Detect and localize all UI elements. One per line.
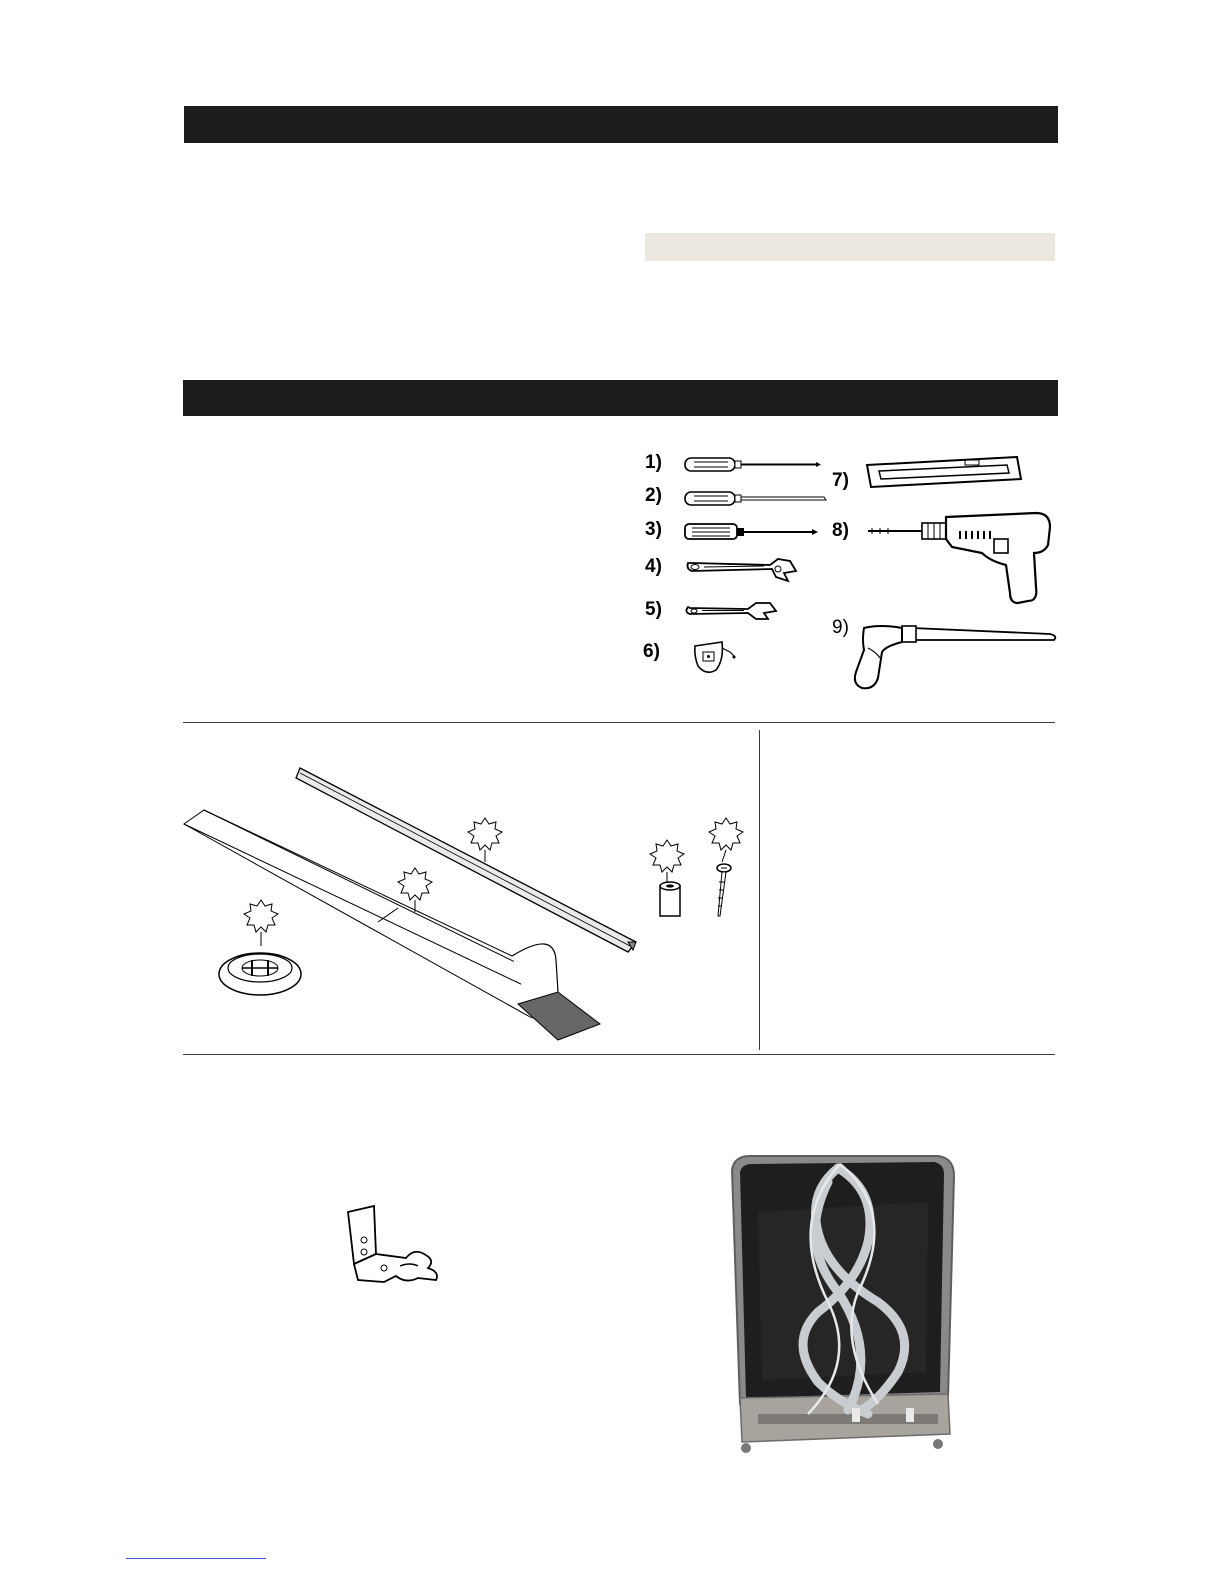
keyhole-saw-icon [850, 618, 1060, 694]
tool-number-9: 9) [832, 617, 849, 638]
tool-number-3: 3) [645, 519, 662, 540]
tool-number-6: 6) [643, 641, 660, 662]
tool-number-7: 7) [832, 470, 849, 491]
tool-number-2: 2) [645, 485, 662, 506]
tool-number-5: 5) [645, 599, 662, 620]
mounting-bracket-icon [344, 1204, 444, 1288]
phillips-screwdriver-icon [684, 454, 824, 476]
dishwasher-back-photo [728, 1152, 960, 1462]
flat-screwdriver-icon [684, 488, 829, 510]
tool-number-4: 4) [645, 556, 662, 577]
adjustable-wrench-icon [684, 555, 804, 589]
tool-number-8: 8) [832, 520, 849, 541]
parts-box-top-rule [183, 722, 1055, 723]
parts-box-divider [759, 730, 760, 1050]
section-header-bar-1 [184, 106, 1058, 143]
parts-box-bottom-rule [183, 1054, 1055, 1055]
torx-screwdriver-icon [684, 521, 824, 543]
open-end-wrench-icon [684, 599, 784, 625]
section-header-bar-2 [183, 380, 1058, 416]
tool-number-1: 1) [645, 452, 662, 473]
supplied-parts-illustration [182, 760, 742, 1042]
spirit-level-icon [865, 453, 1025, 495]
footer-link-underline[interactable] [126, 1558, 266, 1559]
power-drill-icon [866, 509, 1060, 609]
tape-measure-icon [690, 636, 742, 678]
note-band [645, 233, 1055, 261]
